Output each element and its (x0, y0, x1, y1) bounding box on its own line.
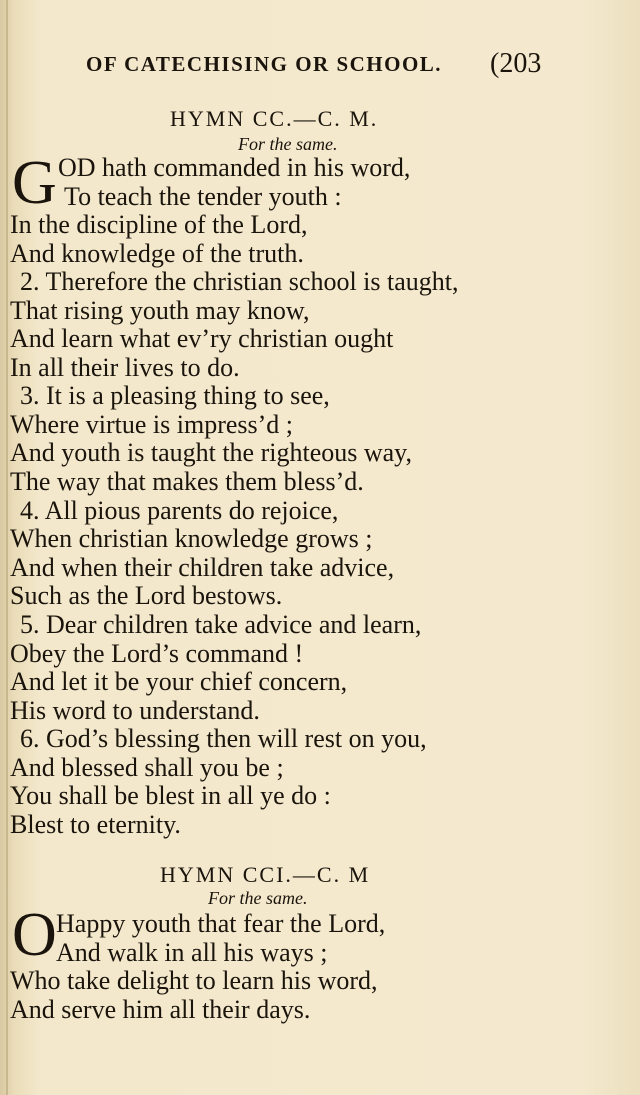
verse-line: 3. It is a pleasing thing to see, (20, 381, 330, 410)
verse-line: And learn what ev’ry christian ought (10, 324, 394, 353)
verse-line: Who take delight to learn his word, (10, 966, 378, 995)
verse-line: And blessed shall you be ; (10, 753, 284, 782)
drop-cap: O (12, 901, 57, 969)
verse-line: 2. Therefore the christian school is taught, (20, 267, 459, 296)
verse-line: The way that makes them bless’d. (10, 467, 364, 496)
verse-line: Happy youth that fear the Lord, (56, 909, 386, 938)
running-head-title: OF CATECHISING OR SCHOOL. (86, 52, 443, 76)
verse-line: You shall be blest in all ye do : (10, 781, 331, 810)
verse-line: And knowledge of the truth. (10, 239, 304, 268)
verse-line: And serve him all their days. (10, 995, 311, 1024)
verse-line: That rising youth may know, (10, 296, 310, 325)
verse-line: His word to understand. (10, 696, 260, 725)
verse-line: In the discipline of the Lord, (10, 210, 308, 239)
verse-line: And when their children take advice, (10, 553, 395, 582)
verse-line: And let it be your chief concern, (10, 667, 348, 696)
verse-line: When christian knowledge grows ; (10, 524, 373, 553)
verse-line: Blest to eternity. (10, 810, 181, 839)
verse-line: Obey the Lord’s command ! (10, 639, 304, 668)
verse-line: 4. All pious parents do rejoice, (20, 496, 339, 525)
verse-line: Such as the Lord bestows. (10, 581, 283, 610)
verse-line: Where virtue is impress’d ; (10, 410, 294, 439)
verse-line: 5. Dear children take advice and learn, (20, 610, 422, 639)
hymn-title: HYMN CC.—C. M. (170, 106, 379, 131)
drop-cap: G (12, 149, 57, 217)
hymn-subtitle: For the same. (238, 134, 338, 154)
page-number: (203 (490, 48, 542, 79)
verse-line: In all their lives to do. (10, 353, 240, 382)
hymn-subtitle: For the same. (208, 888, 308, 908)
verse-line: OD hath commanded in his word, (58, 153, 411, 182)
verse-line: 6. God’s blessing then will rest on you, (20, 724, 427, 753)
binding-gutter (6, 0, 8, 1095)
verse-line: And youth is taught the righteous way, (10, 438, 412, 467)
hymn-title: HYMN CCI.—C. M (160, 862, 371, 887)
verse-line: And walk in all his ways ; (56, 938, 328, 967)
verse-line: To teach the tender youth : (64, 182, 342, 211)
